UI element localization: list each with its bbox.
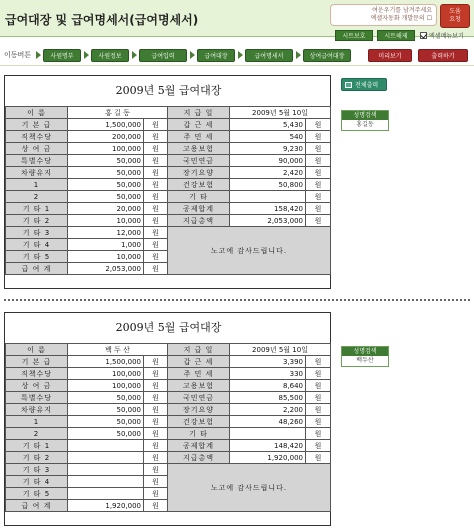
item-value: 1,500,000 <box>68 356 144 368</box>
deduction-value <box>230 428 306 440</box>
item-value <box>68 440 144 452</box>
unit: 원 <box>306 380 331 392</box>
table-row <box>6 392 331 404</box>
nav-salary-input[interactable]: 급여입력 <box>139 49 187 62</box>
page-divider <box>4 299 470 301</box>
unit: 원 <box>144 179 168 191</box>
arrow-right-icon <box>132 51 137 59</box>
slip-title: 2009년 5월 급여대장 <box>115 84 222 97</box>
deduction-value: 540 <box>230 131 306 143</box>
pay-date-label: 지 급 일 <box>168 107 230 119</box>
table-row <box>6 344 331 356</box>
item-value: 12,000 <box>68 227 144 239</box>
table-row <box>6 428 331 440</box>
name-label: 이 름 <box>6 107 68 119</box>
unit: 원 <box>144 215 168 227</box>
item-label: 기 타 3 <box>6 464 68 476</box>
unit: 원 <box>144 476 168 488</box>
unit: 원 <box>144 227 168 239</box>
unit: 원 <box>306 143 331 155</box>
arrow-right-icon <box>296 51 301 59</box>
nav-employee-info[interactable]: 사원정보 <box>91 49 129 62</box>
table-row <box>6 380 331 392</box>
deduction-label: 고용보험 <box>168 143 230 155</box>
thank-you-message: 노고에 감사드립니다. <box>168 227 331 275</box>
item-label: 상 여 금 <box>6 380 68 392</box>
unit: 원 <box>144 119 168 131</box>
deduction-label: 국민연금 <box>168 392 230 404</box>
table-row <box>6 131 331 143</box>
arrow-right-icon <box>84 51 89 59</box>
unit: 원 <box>144 251 168 263</box>
item-value: 50,000 <box>68 167 144 179</box>
item-label: 기 본 급 <box>6 119 68 131</box>
table-row <box>6 227 331 239</box>
deduction-label: 건강보험 <box>168 416 230 428</box>
table-row <box>6 155 331 167</box>
employee-select-2[interactable]: 백두산 <box>356 357 374 364</box>
deduction-value: 50,800 <box>230 179 306 191</box>
unit: 원 <box>144 239 168 251</box>
item-value: 50,000 <box>68 416 144 428</box>
employee-search-box-2 <box>341 346 389 367</box>
item-value: 1,000 <box>68 239 144 251</box>
item-label: 2 <box>6 191 68 203</box>
gross-pay-value: 2,053,000 <box>68 263 144 275</box>
item-value: 50,000 <box>68 392 144 404</box>
help-label-1: 도움 <box>449 8 461 15</box>
unit: 원 <box>306 203 331 215</box>
print-all-button[interactable] <box>341 78 387 91</box>
notice-line-2: 엑셀자동화 개발문의 ☐ <box>370 15 432 22</box>
unit: 원 <box>144 167 168 179</box>
unit: 원 <box>144 500 168 512</box>
gross-pay-label: 급 여 계 <box>6 263 68 275</box>
deduction-total-label: 공제합계 <box>168 203 230 215</box>
deduction-value: 8,640 <box>230 380 306 392</box>
deduction-value: 3,390 <box>230 356 306 368</box>
table-row <box>6 356 331 368</box>
item-value <box>68 452 144 464</box>
deduction-label: 갑 근 세 <box>168 119 230 131</box>
notice-line-1: 여운우기를 남겨주세요 <box>372 7 432 14</box>
unit: 원 <box>306 131 331 143</box>
deduction-label: 건강보험 <box>168 179 230 191</box>
deduction-total-label: 공제합계 <box>168 440 230 452</box>
item-label: 기 타 1 <box>6 203 68 215</box>
nav-bar <box>0 46 474 66</box>
unit: 원 <box>306 191 331 203</box>
item-value: 100,000 <box>68 143 144 155</box>
unit: 원 <box>144 155 168 167</box>
item-value: 50,000 <box>68 428 144 440</box>
table-row <box>6 191 331 203</box>
unit: 원 <box>144 404 168 416</box>
unit: 원 <box>306 356 331 368</box>
table-row <box>6 464 331 476</box>
table-row <box>6 416 331 428</box>
unit: 원 <box>144 368 168 380</box>
pay-date: 2009년 5월 10일 <box>230 107 331 119</box>
unit: 원 <box>306 155 331 167</box>
deduction-label: 국민연금 <box>168 155 230 167</box>
deduction-value: 9,230 <box>230 143 306 155</box>
unit: 원 <box>144 263 168 275</box>
unit: 원 <box>144 452 168 464</box>
preview-button[interactable]: 미리보기 <box>368 49 412 62</box>
employee-name: 백 두 산 <box>68 344 168 356</box>
deduction-label: 갑 근 세 <box>168 356 230 368</box>
nav-label: 이동버튼 <box>4 51 32 59</box>
checkbox-checked-icon[interactable] <box>420 32 427 39</box>
help-label-2: 요청 <box>449 16 461 23</box>
search-label: 성명검색 <box>342 347 388 356</box>
pay-slip-table <box>5 343 331 512</box>
item-label: 직책수당 <box>6 368 68 380</box>
unit: 원 <box>144 488 168 500</box>
item-label: 기 타 5 <box>6 488 68 500</box>
table-row <box>6 203 331 215</box>
item-label: 1 <box>6 416 68 428</box>
item-value <box>68 476 144 488</box>
nav-salary-ledger[interactable]: 급여대장 <box>197 49 235 62</box>
table-row <box>6 167 331 179</box>
deduction-total-value: 158,420 <box>230 203 306 215</box>
employee-select-1[interactable]: 홍길동 <box>356 121 374 128</box>
deduction-value: 330 <box>230 368 306 380</box>
nav-employee-list[interactable]: 사원명부 <box>43 49 81 62</box>
sheet-protect-button[interactable]: 시트보호 <box>335 30 373 41</box>
table-row <box>6 107 331 119</box>
item-label: 차량유지 <box>6 404 68 416</box>
item-label: 특별수당 <box>6 392 68 404</box>
item-label: 특별수당 <box>6 155 68 167</box>
deduction-value: 5,430 <box>230 119 306 131</box>
item-label: 기 타 4 <box>6 476 68 488</box>
deduction-label: 기 타 <box>168 428 230 440</box>
deduction-label: 장기요양 <box>168 404 230 416</box>
table-row <box>6 404 331 416</box>
unit: 원 <box>306 167 331 179</box>
pay-slip-1 <box>4 75 331 289</box>
unit: 원 <box>144 191 168 203</box>
item-value: 100,000 <box>68 368 144 380</box>
item-value: 50,000 <box>68 179 144 191</box>
item-value: 50,000 <box>68 155 144 167</box>
item-label: 기 타 5 <box>6 251 68 263</box>
pay-date: 2009년 5월 10일 <box>230 344 331 356</box>
unit: 원 <box>306 119 331 131</box>
item-label: 2 <box>6 428 68 440</box>
item-label: 기 본 급 <box>6 356 68 368</box>
item-label: 상 여 금 <box>6 143 68 155</box>
item-value: 100,000 <box>68 380 144 392</box>
app-header <box>0 0 474 40</box>
unit: 원 <box>144 440 168 452</box>
nav-bonus-ledger[interactable]: 상여급여대장 <box>303 49 351 62</box>
table-row <box>6 368 331 380</box>
unit: 원 <box>306 428 331 440</box>
unit: 원 <box>144 416 168 428</box>
item-label: 기 타 1 <box>6 440 68 452</box>
net-pay-value: 2,053,000 <box>230 215 306 227</box>
table-row <box>6 452 331 464</box>
slip-title: 2009년 5월 급여대장 <box>115 321 222 334</box>
deduction-value: 90,000 <box>230 155 306 167</box>
unit: 원 <box>144 143 168 155</box>
table-row <box>6 440 331 452</box>
unit: 원 <box>144 203 168 215</box>
item-label: 직책수당 <box>6 131 68 143</box>
unit: 원 <box>144 428 168 440</box>
search-label: 성명검색 <box>342 111 388 120</box>
item-label: 기 타 2 <box>6 452 68 464</box>
deduction-value: 48,260 <box>230 416 306 428</box>
item-value <box>68 488 144 500</box>
deduction-label: 기 타 <box>168 191 230 203</box>
notice-box[interactable] <box>330 4 437 26</box>
item-value: 200,000 <box>68 131 144 143</box>
item-label: 기 타 2 <box>6 215 68 227</box>
unit: 원 <box>306 452 331 464</box>
unit: 원 <box>306 215 331 227</box>
table-row <box>6 143 331 155</box>
net-pay-value: 1,920,000 <box>230 452 306 464</box>
net-pay-label: 지급총액 <box>168 452 230 464</box>
deduction-total-value: 148,420 <box>230 440 306 452</box>
gross-pay-value: 1,920,000 <box>68 500 144 512</box>
pay-date-label: 지 급 일 <box>168 344 230 356</box>
employee-name: 홍 길 동 <box>68 107 168 119</box>
excel-menu-toggle[interactable] <box>420 31 464 40</box>
unit: 원 <box>144 131 168 143</box>
unit: 원 <box>144 464 168 476</box>
item-value: 50,000 <box>68 404 144 416</box>
item-value: 20,000 <box>68 203 144 215</box>
gross-pay-label: 급 여 계 <box>6 500 68 512</box>
item-value: 1,500,000 <box>68 119 144 131</box>
deduction-label: 주 민 세 <box>168 131 230 143</box>
sheet-unprotect-button[interactable]: 시트해제 <box>377 30 415 41</box>
table-row <box>6 179 331 191</box>
deduction-label: 주 민 세 <box>168 368 230 380</box>
arrow-right-icon <box>36 51 41 59</box>
unit: 원 <box>306 416 331 428</box>
page-title: 급여대장 및 급여명세서(급여명세서) <box>5 13 199 27</box>
checkbox-label: 엑셀메뉴보기 <box>429 33 464 40</box>
name-label: 이 름 <box>6 344 68 356</box>
table-row <box>6 215 331 227</box>
unit: 원 <box>144 392 168 404</box>
item-value <box>68 464 144 476</box>
deduction-value: 2,200 <box>230 404 306 416</box>
help-request-button[interactable] <box>440 4 470 28</box>
net-pay-label: 지급총액 <box>168 215 230 227</box>
unit: 원 <box>306 368 331 380</box>
item-label: 기 타 3 <box>6 227 68 239</box>
unit: 원 <box>144 380 168 392</box>
pay-slip-2 <box>4 312 331 526</box>
deduction-label: 고용보험 <box>168 380 230 392</box>
print-button[interactable]: 출력하기 <box>418 49 468 62</box>
unit: 원 <box>306 392 331 404</box>
print-all-label: 전체출력 <box>355 82 379 89</box>
item-label: 차량유지 <box>6 167 68 179</box>
thank-you-message: 노고에 감사드립니다. <box>168 464 331 512</box>
employee-search-box-1 <box>341 110 389 131</box>
table-row <box>6 119 331 131</box>
item-value: 50,000 <box>68 191 144 203</box>
pay-slip-table <box>5 106 331 275</box>
arrow-right-icon <box>238 51 243 59</box>
item-value: 10,000 <box>68 251 144 263</box>
nav-pay-slip[interactable]: 급여명세서 <box>245 49 293 62</box>
item-label: 1 <box>6 179 68 191</box>
deduction-value <box>230 191 306 203</box>
deduction-label: 장기요양 <box>168 167 230 179</box>
deduction-value: 2,420 <box>230 167 306 179</box>
arrow-right-icon <box>190 51 195 59</box>
unit: 원 <box>306 179 331 191</box>
unit: 원 <box>306 440 331 452</box>
deduction-value: 85,500 <box>230 392 306 404</box>
item-label: 기 타 4 <box>6 239 68 251</box>
unit: 원 <box>144 356 168 368</box>
item-value: 10,000 <box>68 215 144 227</box>
printer-icon <box>345 82 352 88</box>
unit: 원 <box>306 404 331 416</box>
